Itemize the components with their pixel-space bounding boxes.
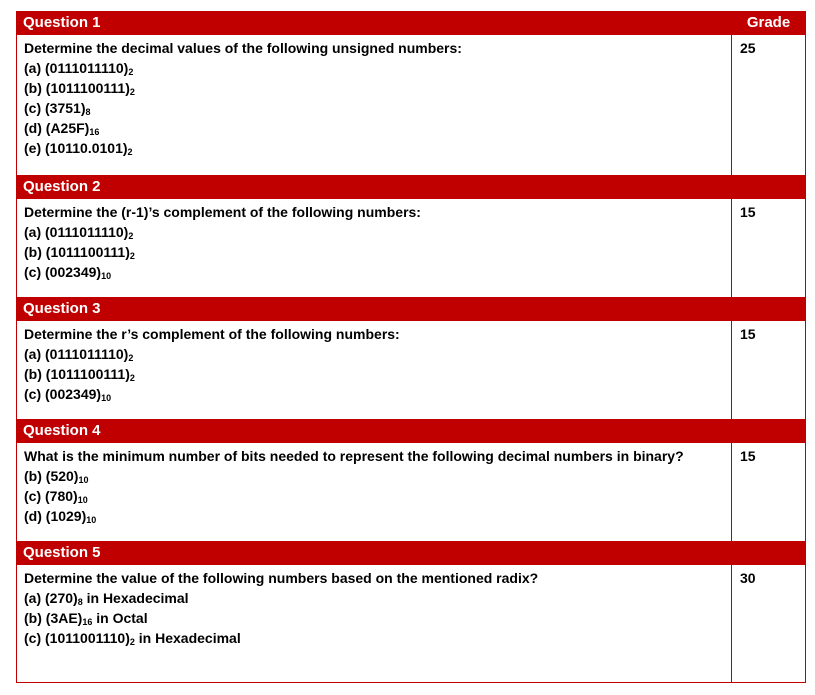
question-1-content [17, 35, 732, 176]
question-4-item-d: (d) $(1029)_{10}$ [24, 508, 97, 525]
question-2-prompt: Determine the (r-1)’s complement of the following numbers: [24, 204, 421, 220]
question-5-grade: 30 [740, 570, 756, 586]
question-1-item-d: (d) $(A25F)_{16}$ [24, 120, 100, 137]
question-2-grade: 15 [740, 204, 756, 220]
question-4-title: Question 4 [17, 420, 732, 443]
question-4-prompt: What is the minimum number of bits needed to represent the following decimal numbers in binary? [24, 448, 684, 464]
question-2-header-row [17, 176, 806, 199]
question-5-header-blank [732, 542, 806, 565]
question-4-body-row [17, 443, 806, 542]
question-2-item-b: (b) $(1011100111)_2$ [24, 244, 135, 261]
question-2-grade-cell [732, 199, 806, 298]
question-1-prompt: Determine the decimal values of the following unsigned numbers: [24, 40, 462, 56]
question-5-item-a: (a) $(270)_8$ in Hexadecimal [24, 590, 189, 607]
question-2-title: Question 2 [17, 176, 732, 199]
question-4-item-c: (c) $(780)_{10}$ [24, 488, 88, 505]
question-3-item-b: (b) $(1011100111)_2$ [24, 366, 135, 383]
question-2-body-row [17, 199, 806, 298]
question-1-item-a: (a) $(0111011110)_2$ [24, 60, 134, 77]
question-5-item-b: (b) $(3AE)_{16}$ in Octal [24, 610, 148, 627]
question-1-grade: 25 [740, 40, 756, 56]
question-1-title: Question 1 [17, 12, 732, 35]
question-3-item-a: (a) $(0111011110)_2$ [24, 346, 134, 363]
question-3-header-blank [732, 298, 806, 321]
question-5-prompt: Determine the value of the following numbers based on the mentioned radix? [24, 570, 539, 586]
question-1-item-c: (c) $(3751)_8$ [24, 100, 91, 117]
question-5-grade-cell [732, 565, 806, 683]
questions-table [16, 11, 806, 683]
grade-column-header: Grade [732, 12, 806, 35]
question-2-item-c: (c) $(002349)_{10}$ [24, 264, 112, 281]
question-5-item-c: (c) $(1011001110)_2$ in Hexadecimal [24, 630, 241, 647]
question-3-content [17, 321, 732, 420]
question-5-content [17, 565, 732, 683]
question-4-header-blank [732, 420, 806, 443]
question-5-body-row [17, 565, 806, 683]
question-2-content [17, 199, 732, 298]
question-3-title: Question 3 [17, 298, 732, 321]
question-3-body-row [17, 321, 806, 420]
question-1-item-e: (e) $(10110.0101)_2$ [24, 140, 133, 157]
question-4-item-b: (b) $(520)_{10}$ [24, 468, 89, 485]
question-4-grade: 15 [740, 448, 756, 464]
question-3-header-row [17, 298, 806, 321]
question-3-grade: 15 [740, 326, 756, 342]
question-5-title: Question 5 [17, 542, 732, 565]
question-5-header-row [17, 542, 806, 565]
question-1-header-row [17, 12, 806, 35]
question-4-grade-cell [732, 443, 806, 542]
question-4-header-row [17, 420, 806, 443]
question-3-grade-cell [732, 321, 806, 420]
question-1-grade-cell [732, 35, 806, 176]
question-2-item-a: (a) $(0111011110)_2$ [24, 224, 134, 241]
question-3-prompt: Determine the r’s complement of the following numbers: [24, 326, 400, 342]
question-4-content [17, 443, 732, 542]
question-1-item-b: (b) $(1011100111)_2$ [24, 80, 135, 97]
question-1-body-row [17, 35, 806, 176]
question-2-header-blank [732, 176, 806, 199]
question-3-item-c: (c) $(002349)_{10}$ [24, 386, 112, 403]
